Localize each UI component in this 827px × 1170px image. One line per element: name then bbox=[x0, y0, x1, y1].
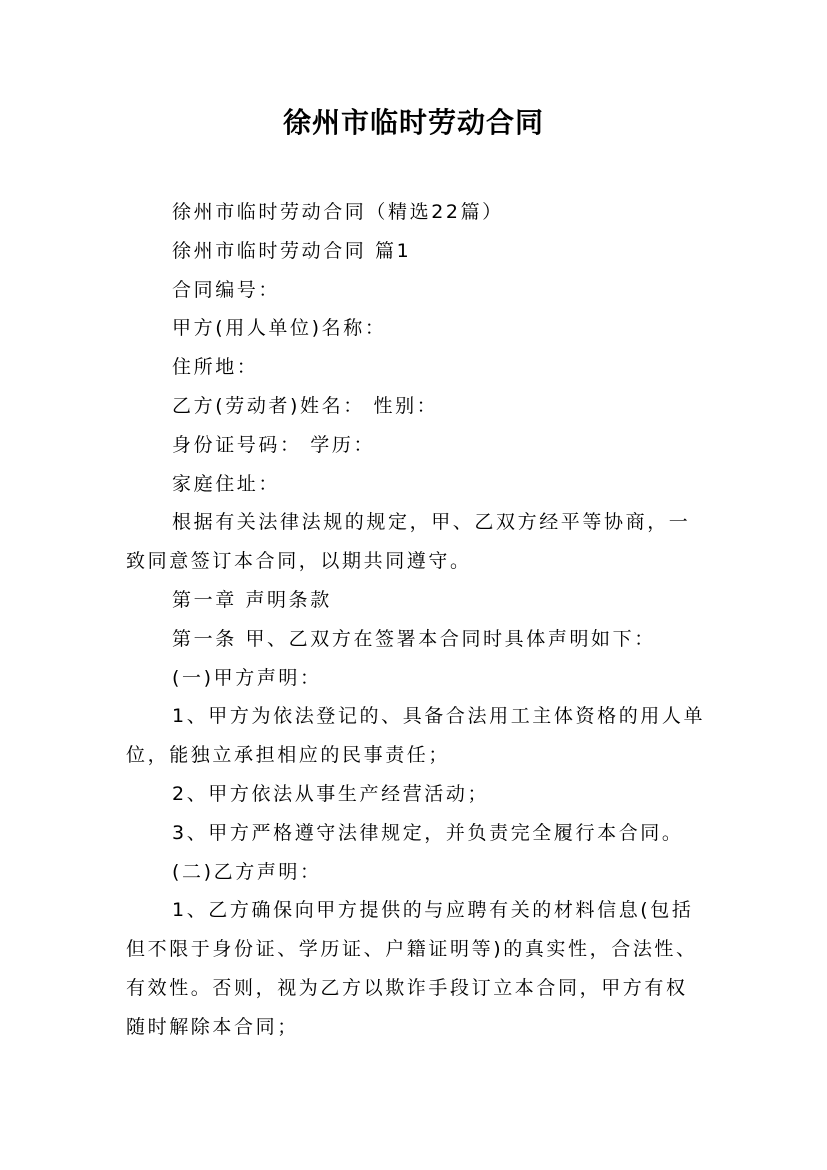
paragraph-article-1: 第一条 甲、乙双方在签署本合同时具体声明如下： bbox=[172, 627, 656, 650]
paragraph-party-b-declaration: (二)乙方声明： bbox=[172, 860, 322, 883]
paragraph-a-item-2: 2、甲方依法从事生产经营活动； bbox=[172, 782, 490, 805]
paragraph-address: 住所地： bbox=[172, 356, 259, 379]
document-body bbox=[126, 193, 706, 1047]
paragraph-party-a-declaration: (一)甲方声明： bbox=[172, 666, 322, 689]
paragraph-a-item-1: 1、甲方为依法登记的、具备合法用工主体资格的用人单位，能独立承担相应的民事责任； bbox=[126, 705, 706, 767]
paragraph-chapter-1: 第一章 声明条款 bbox=[172, 588, 332, 611]
paragraph-id-number: 身份证号码： 学历： bbox=[172, 433, 376, 456]
paragraph-agreement: 根据有关法律法规的规定，甲、乙双方经平等协商，一致同意签订本合同，以期共同遵守。 bbox=[126, 511, 691, 573]
paragraph-party-b-name: 乙方(劳动者)姓名： 性别： bbox=[172, 394, 439, 417]
paragraph-party-a-name: 甲方(用人单位)名称： bbox=[172, 317, 387, 340]
document-title: 徐州市临时劳动合同 bbox=[282, 106, 544, 139]
paragraph-home-address: 家庭住址： bbox=[172, 472, 281, 495]
paragraph-b-item-1: 1、乙方确保向甲方提供的与应聘有关的材料信息(包括但不限于身份证、学历证、户籍证明等)的真实性，合法性、有效性。否则，视为乙方以欺诈手段订立本合同，甲方有权随时解除本合同； bbox=[126, 899, 698, 1038]
paragraph-subtitle: 徐州市临时劳动合同（精选22篇） bbox=[172, 201, 504, 223]
paragraph-section-heading: 徐州市临时劳动合同 篇1 bbox=[172, 239, 412, 262]
paragraph-a-item-3: 3、甲方严格遵守法律规定，并负责完全履行本合同。 bbox=[172, 821, 684, 844]
paragraph-contract-number: 合同编号： bbox=[172, 278, 281, 301]
